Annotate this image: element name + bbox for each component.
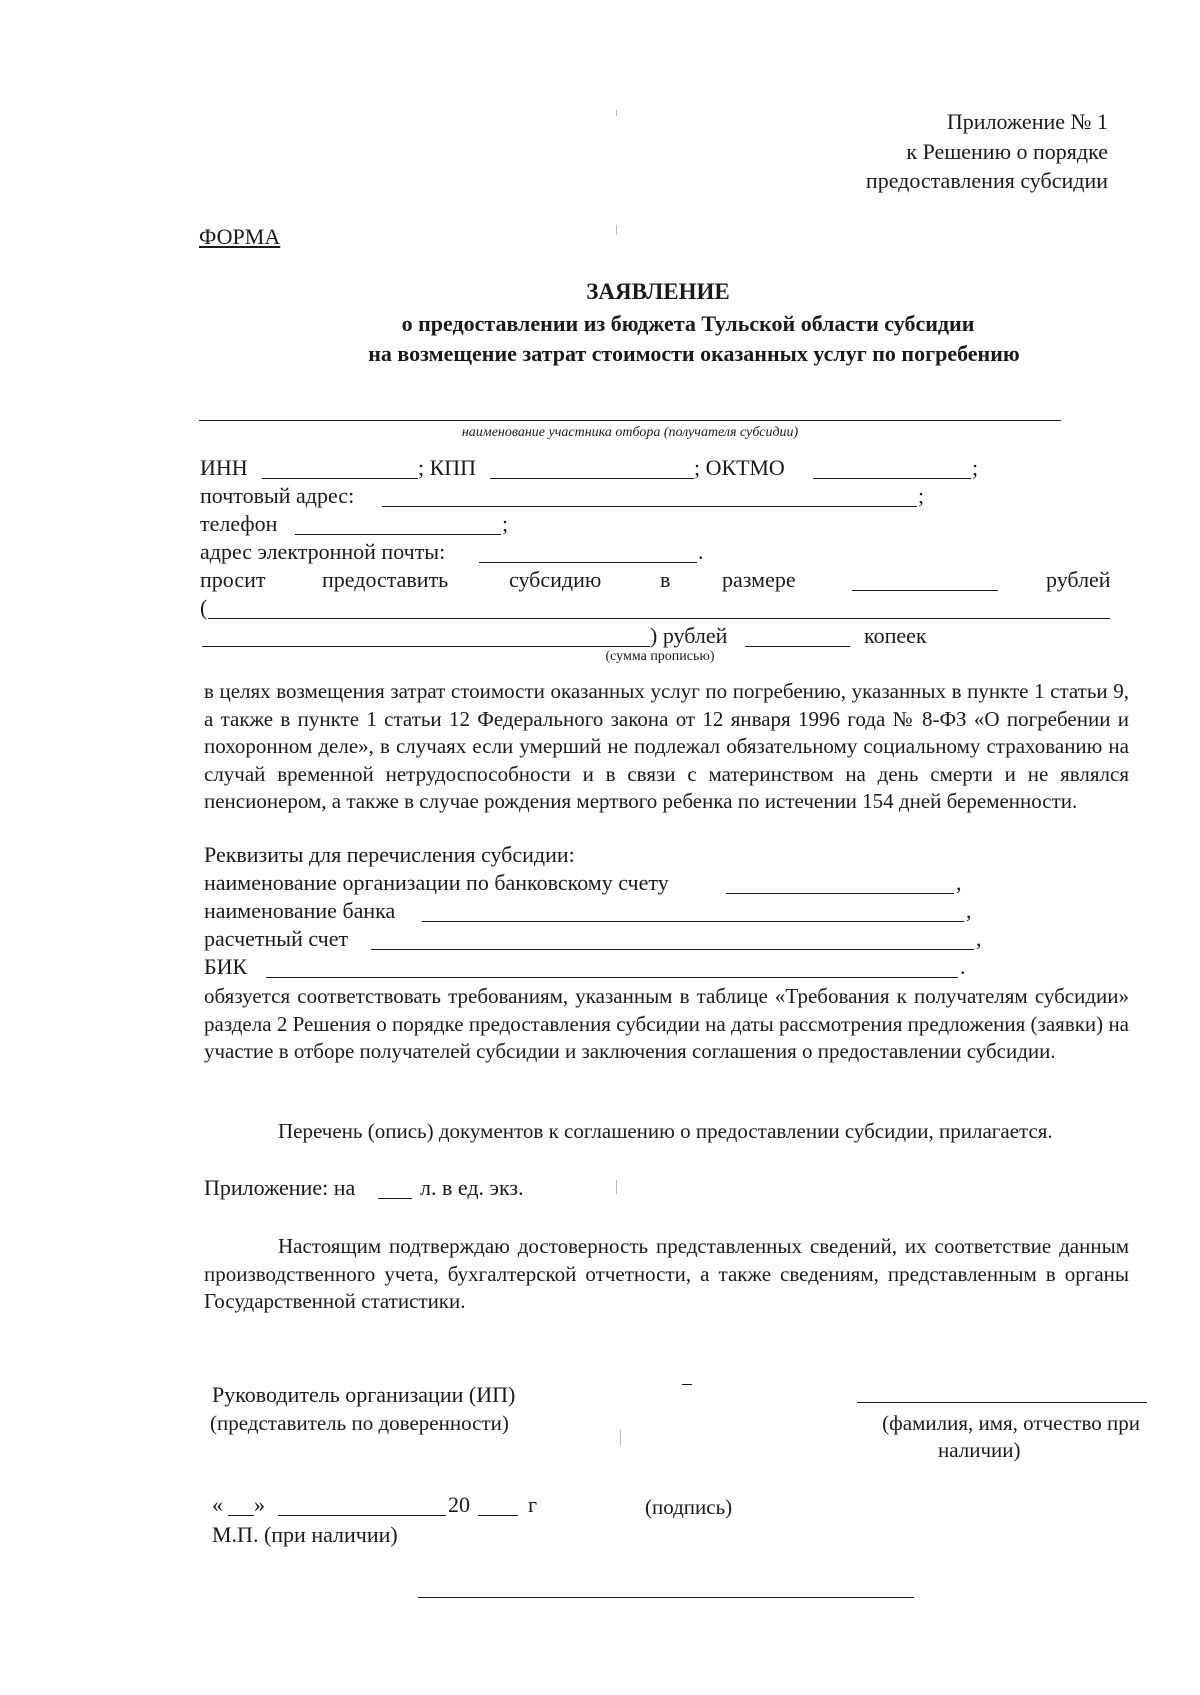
- bank-field[interactable]: [422, 921, 964, 922]
- kopeck-field[interactable]: [745, 646, 850, 647]
- postal-field[interactable]: [382, 506, 917, 507]
- form-label: ФОРМА: [199, 224, 281, 249]
- bank-comma: ,: [966, 898, 972, 923]
- requisites-heading: Реквизиты для перечисления субсидии:: [204, 842, 575, 867]
- date-year-field[interactable]: [478, 1515, 518, 1516]
- confirmation-paragraph: Настоящим подтверждаю достоверность представленных сведений, их соответствие данным производственного учета, бухгалтерской отчетности, а также сведениям, представленным в органы Государственной статистики.: [204, 1234, 1129, 1313]
- bik-field[interactable]: [266, 977, 958, 978]
- purpose-paragraph: в целях возмещения затрат стоимости оказанных услуг по погребению, указанных в пункте 1 статьи 9, а также в пункте 1 статьи 12 Федерального закона от 12 января 1996 года № 8-ФЗ «О погребении и похоронном деле», в случаях если умерший не подлежал обязательному социальному страхованию на случай временной нетрудоспособности и в связи с материнством на день смерти и не являлся пенсионером, а также в случае рождения мертвого ребенка по истечении 154 дней беременности.: [204, 679, 1129, 813]
- account-comma: ,: [976, 926, 982, 951]
- request-word: просит: [200, 567, 266, 592]
- appendix-line-1: Приложение № 1: [946, 109, 1108, 134]
- oktmo-field[interactable]: [813, 478, 971, 479]
- attachment-suffix: л. в ед. экз.: [420, 1175, 524, 1200]
- scan-dash: [682, 1384, 692, 1385]
- stamp-label: М.П. (при наличии): [212, 1522, 398, 1547]
- open-paren: (: [200, 595, 208, 620]
- attachment-row: [204, 1174, 804, 1202]
- requisites-bik-row: [204, 953, 1004, 981]
- requisites-bank-row: [204, 897, 1004, 925]
- postal-row: [200, 482, 1000, 510]
- date-month-field[interactable]: [278, 1515, 446, 1516]
- oktmo-semicolon: ;: [972, 455, 979, 480]
- phone-row: [200, 510, 1000, 538]
- date-year-suffix: г: [528, 1492, 538, 1517]
- participant-caption: наименование участника отбора (получателя субсидии): [461, 425, 799, 440]
- inn-label: ИНН: [200, 455, 248, 480]
- appendix-line-2: к Решению о порядке: [906, 139, 1108, 164]
- inn-field[interactable]: [262, 478, 418, 479]
- signatory-head: Руководитель организации (ИП): [212, 1382, 516, 1407]
- fio-field[interactable]: [857, 1402, 1147, 1403]
- email-period: .: [698, 539, 704, 564]
- appendix-line-3: предоставления субсидии: [865, 168, 1108, 193]
- scan-mark: [616, 110, 617, 116]
- bank-label: наименование банка: [204, 898, 396, 923]
- participant-name-line: [199, 420, 1061, 421]
- fio-caption-line-2: наличии): [938, 1438, 1021, 1462]
- oktmo-label: ; ОКТМО: [694, 455, 785, 480]
- phone-label: телефон: [200, 511, 278, 536]
- account-label: расчетный счет: [204, 926, 349, 951]
- date-close-quote: »: [254, 1492, 265, 1517]
- request-word: субсидию: [509, 567, 602, 592]
- amount-numeric-field[interactable]: [852, 590, 998, 591]
- request-row: [200, 566, 1125, 594]
- postal-semicolon: ;: [918, 483, 925, 508]
- documents-list-paragraph: Перечень (опись) документов к соглашению о предоставлении субсидии, прилагается.: [278, 1119, 1053, 1143]
- org-name-field[interactable]: [726, 893, 954, 894]
- date-open-quote: «: [212, 1492, 223, 1517]
- phone-field[interactable]: [295, 534, 501, 535]
- amount-words-row-2: [200, 622, 1125, 650]
- request-word: размере: [722, 567, 796, 592]
- signature-caption: (подпись): [645, 1495, 733, 1519]
- requisites-account-row: [204, 925, 1004, 953]
- attachment-prefix: Приложение: на: [204, 1175, 356, 1200]
- amount-words-field-1[interactable]: [208, 618, 1110, 619]
- kop-label: копеек: [864, 623, 927, 648]
- kpp-field[interactable]: [490, 478, 694, 479]
- amount-words-row-1: [200, 594, 1125, 622]
- amount-words-caption: (сумма прописью): [605, 649, 715, 664]
- scan-mark: [616, 225, 617, 235]
- account-field[interactable]: [371, 949, 974, 950]
- date-row: [212, 1491, 712, 1519]
- amount-words-field-2[interactable]: [202, 646, 650, 647]
- rubles-label: рублей: [1046, 567, 1111, 592]
- document-subtitle-2: на возмещение затрат стоимости оказанных услуг по погребению: [368, 341, 1020, 366]
- requisites-org-row: [204, 869, 1004, 897]
- bik-label: БИК: [204, 954, 248, 979]
- obligation-paragraph: обязуется соответствовать требованиям, указанным в таблице «Требования к получателям субсидии» раздела 2 Решения о порядке предоставления субсидии на даты рассмотрения предложения (заявки) на участие в отборе получателей субсидии и заключения соглашения о предоставлении субсидии.: [204, 984, 1129, 1063]
- date-year-prefix: 20: [448, 1492, 470, 1517]
- document-subtitle-1: о предоставлении из бюджета Тульской области субсидии: [401, 311, 975, 336]
- email-row: [200, 538, 1000, 566]
- phone-semicolon: ;: [502, 511, 509, 536]
- scan-mark: [620, 1430, 621, 1446]
- request-word: предоставить: [322, 567, 449, 592]
- email-label: адрес электронной почты:: [200, 539, 446, 564]
- fio-caption-line-1: (фамилия, имя, отчество при: [882, 1411, 1140, 1435]
- org-name-comma: ,: [956, 870, 962, 895]
- org-name-label: наименование организации по банковскому счету: [204, 870, 669, 895]
- rub-label: ) рублей: [650, 623, 728, 648]
- request-word: в: [660, 567, 671, 592]
- bik-period: .: [960, 954, 966, 979]
- document-title: ЗАЯВЛЕНИЕ: [586, 279, 730, 304]
- date-day-field[interactable]: [228, 1515, 254, 1516]
- postal-label: почтовый адрес:: [200, 483, 355, 508]
- inn-row: [200, 454, 1000, 482]
- signatory-representative: (представитель по доверенности): [210, 1411, 509, 1435]
- bottom-rule: [418, 1597, 914, 1598]
- email-field[interactable]: [479, 562, 697, 563]
- kpp-label: ; КПП: [418, 455, 477, 480]
- attachment-pages-field[interactable]: [378, 1198, 412, 1199]
